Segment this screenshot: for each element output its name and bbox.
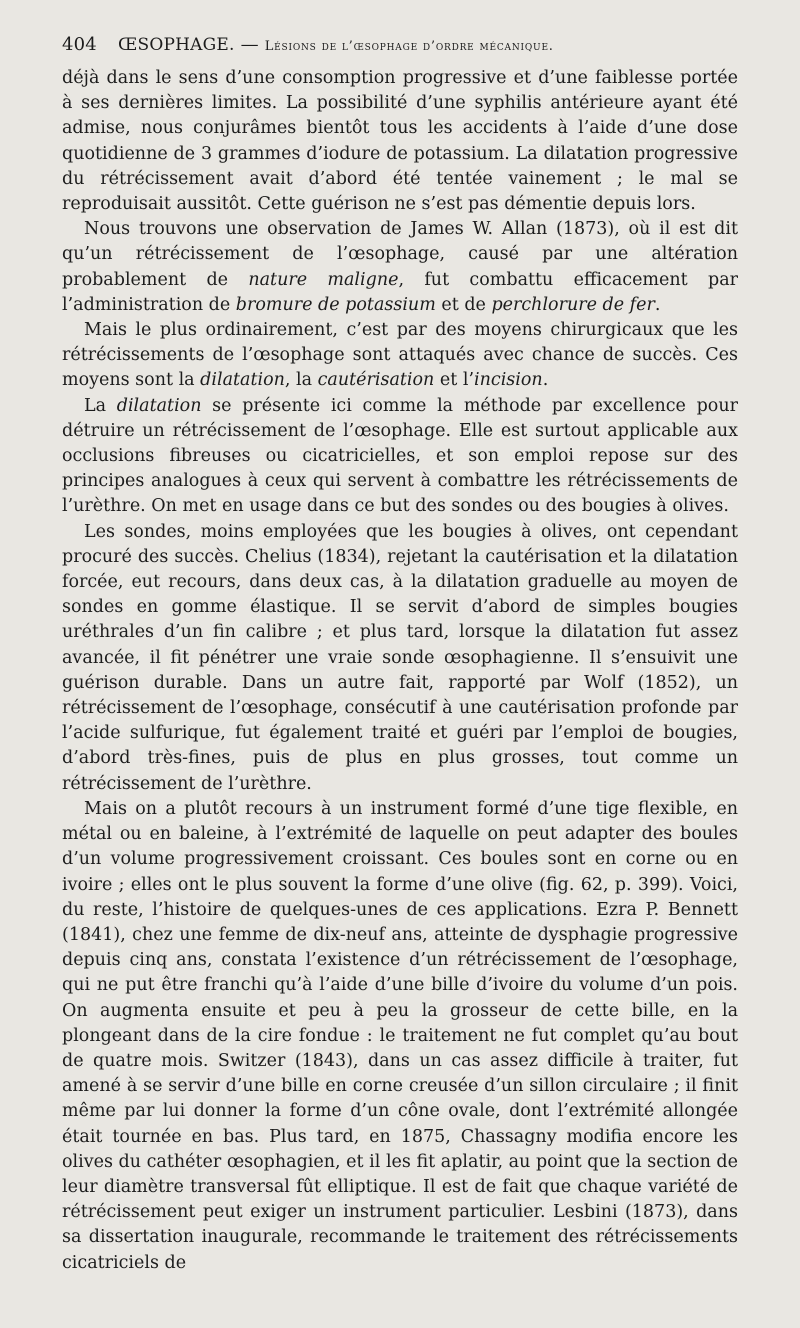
italic-term: incision: [474, 370, 543, 391]
text-span: .: [542, 370, 549, 391]
text-span: , la: [284, 370, 318, 391]
paragraph-continued: déjà dans le sens d’une consomption progressive et d’une faiblesse portée à ses dernières limites. La possibilité d’une syphilis antérieure ayant été admise, nous conjurâmes bientôt tous les accidents à l’aide d’une dose quotidienne de 3 grammes d’iodure de potassium. La dilatation progressive du rétrécissement avait d’abord été tentée vainement ; le mal se reproduisait aussitôt. Cette guérison ne s’est pas démentie depuis lors.: [62, 68, 738, 215]
paragraph-surgical-means: [62, 318, 738, 394]
header-dash: —: [234, 34, 265, 55]
text-span: .: [654, 294, 661, 315]
page-number: 404: [62, 34, 97, 55]
text-span: Mais le plus ordinairement, c’est par des moyens chirurgicaux que les rétrécissements de l’œsophage sont attaqués avec chance de succès. Ces moyens sont la: [62, 320, 738, 391]
italic-term: perchlorure de fer: [491, 294, 655, 315]
text-span: se présente ici comme la méthode par excellence pour détruire un rétrécissement de l’œsophage. Elle est surtout applicable aux occlusions fibreuses ou cicatricielles, et son emploi repose sur des principes analogues à ceux qui servent à combattre les rétrécissements de l’urèthre. On met en usage dans ce but des sondes ou des bougies à olives.: [62, 395, 738, 517]
text-span: Nous trouvons une observation de James W. Allan (1873), où il est dit qu’un rétrécissement de l’œsophage, causé par une altération probablement de: [62, 219, 738, 290]
italic-term: dilatation: [116, 395, 202, 416]
paragraph-dilatation: [62, 394, 738, 520]
italic-term: bromure de potassium: [235, 294, 436, 315]
section-title: Lésions de l’œsophage d’ordre mécanique.: [264, 39, 554, 54]
paragraph-sondes: Les sondes, moins employées que les bougies à olives, ont cependant procuré des succès. Chelius (1834), rejetant la cautérisation et la dilatation forcée, eut recours, dans deux cas, à la dilatation graduelle au moyen de sondes en gomme élastique. Il se servit d’abord de simples bougies uréthrales d’un fin calibre ; et plus tard, lorsque la dilatation fut assez avancée, il fit pénétrer une vraie sonde œsophagienne. Il s’ensuivit une guérison durable. Dans un autre fait, rapporté par Wolf (1852), un rétrécissement de l’œsophage, consécutif à une cautérisation profonde par l’acide sulfurique, fut également traité et guéri par l’emploi de bougies, d’abord très-fines, puis de plus en plus grosses, tout comme un rétrécissement de l’urèthre.: [62, 521, 738, 794]
text-span: La: [84, 395, 117, 416]
running-head: [62, 34, 738, 64]
italic-term: dilatation: [200, 370, 285, 391]
body-text: [62, 66, 738, 1276]
italic-term: nature maligne: [248, 269, 399, 290]
paragraph-instrument: Mais on a plutôt recours à un instrument formé d’une tige flexible, en métal ou en baleine, à l’extrémité de laquelle on peut adapter des boules d’un volume progressivement croissant. Ces boules sont en corne ou en ivoire ; elles ont le plus souvent la forme d’une olive (fig. 62, p. 399). Voici, du reste, l’histoire de quelques-unes de ces applications. Ezra P. Bennett (1841), chez une femme de dix-neuf ans, atteinte de dysphagie progressive depuis cinq ans, constata l’existence d’un rétrécissement de l’œsophage, qui ne put être franchi qu’à l’aide d’une bille d’ivoire du volume d’un pois. On augmenta ensuite et peu à peu la grosseur de cette bille, en la plongeant dans de la cire fondue : le traitement ne fut complet qu’au bout de quatre mois. Switzer (1843), dans un cas assez difficile à traiter, fut amené à se servir d’une bille en corne creusée d’un sillon circulaire ; il finit même par lui donner la forme d’un cône ovale, dont l’extrémité allongée était tournée en bas. Plus tard, en 1875, Chassagny modifia encore les olives du cathéter œsophagien, et il les fit aplatir, au point que la section de leur diamètre transversal fût elliptique. Il est de fait que chaque variété de rétrécissement peut exiger un instrument particulier. Lesbini (1873), dans sa dissertation inaugurale, recommande le traitement des rétrécissements cicatriciels de: [62, 798, 738, 1273]
chapter-title: ŒSOPHAGE.: [118, 35, 235, 55]
text-span: , fut combattu efficacement par l’administration de: [62, 269, 739, 315]
italic-term: cautérisation: [317, 370, 435, 391]
paragraph-allan: [62, 217, 738, 318]
text-span: et de: [435, 294, 492, 315]
text-span: et l’: [434, 370, 475, 391]
